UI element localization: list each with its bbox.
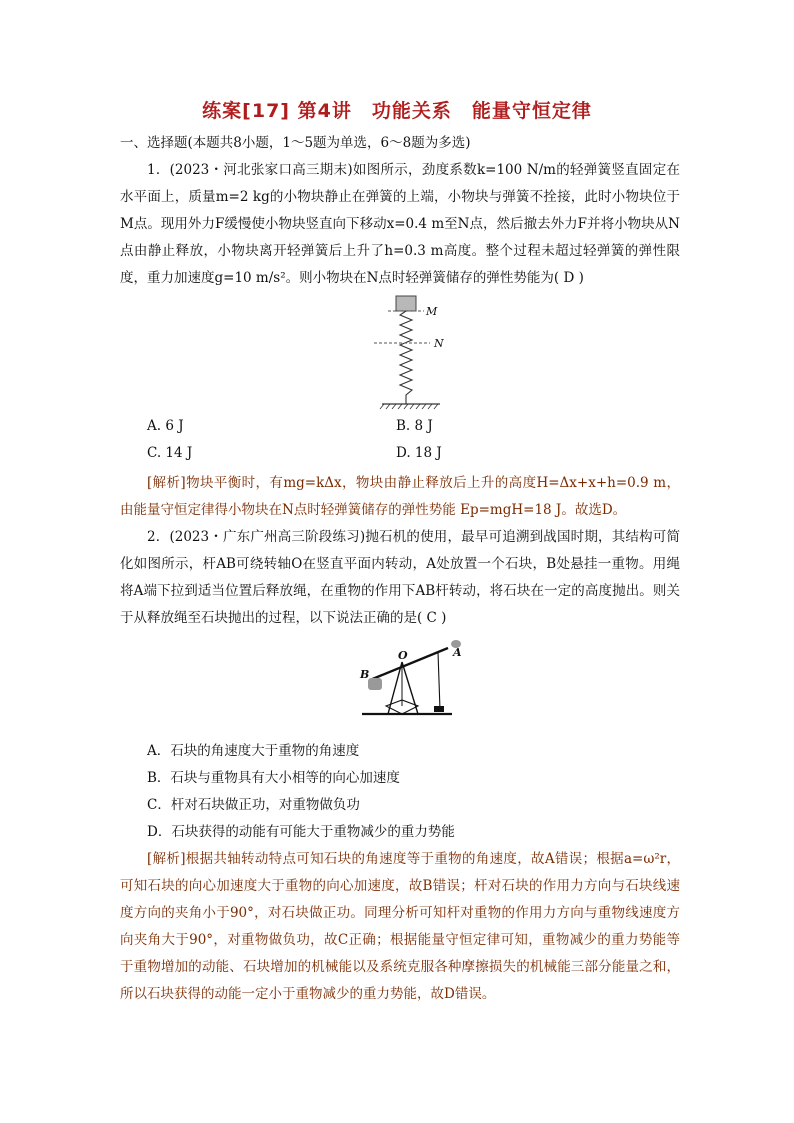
- block: [396, 296, 416, 311]
- trebuchet-diagram: [356, 636, 466, 726]
- q1-option-b: B. 8 J: [396, 418, 433, 434]
- tower-right: [402, 662, 418, 714]
- spring-diagram: [360, 292, 480, 412]
- q2-option-b: B．石块与重物具有大小相等的向心加速度: [147, 770, 400, 786]
- section-heading: 一、选择题(本题共8小题，1～5题为单选，6～8题为多选): [120, 135, 471, 151]
- rope: [438, 652, 440, 710]
- weight: [368, 678, 382, 690]
- rod-ab: [370, 648, 448, 680]
- question-1-text: 1．(2023・河北张家口高三期末)如图所示，劲度系数k=100 N/m的轻弹簧竖直固定在水平面上，质量m=2 kg的小物块静止在弹簧的上端，小物块与弹簧不拴接，此时小物块位于M点。现用外力F缓慢使小物块竖直向下移动x=0.4 m至N点，然后撤去外力F并将小物块从N点由静止释放，小物块离开轻弹簧后上升了h=0.3 m高度。整个过程未超过轻弹簧的弹性限度，重力加速度g=10 m/s²。则小物块在N点时轻弹簧储存的弹性势能为( D ): [120, 162, 680, 286]
- winch: [434, 706, 444, 712]
- label-b: B: [360, 668, 370, 681]
- question-2-analysis: [解析]根据共轴转动特点可知石块的角速度等于重物的角速度，故A错误；根据a=ω²r，可知石块的向心加速度大于重物的向心加速度，故B错误；杆对石块的作用力方向与石块线速度方向的夹角小于90°，对石块做正功。同理分析可知杆对重物的作用力方向与重物线速度方向夹角大于90°，对重物做负功，故C正确；根据能量守恒定律可知，重物减少的重力势能等于重物增加的动能、石块增加的机械能以及系统克服各种摩擦损失的机械能三部分能量之和，所以石块获得的动能一定小于重物减少的重力势能，故D错误。: [120, 851, 680, 1002]
- question-1-analysis: [解析]物块平衡时，有mg=kΔx，物块由静止释放后上升的高度H=Δx+x+h=0.9 m，由能量守恒定律得小物块在N点时轻弹簧储存的弹性势能 Ep=mgH=18 J。故选D。: [120, 475, 680, 518]
- q2-option-c: C．杆对石块做正功，对重物做负功: [147, 797, 360, 813]
- q1-option-c: C. 14 J: [147, 445, 193, 461]
- question-2-text: 2．(2023・广东广州高三阶段练习)抛石机的使用，最早可追溯到战国时期，其结构可简化如图所示，杆AB可绕转轴O在竖直平面内转动，A处放置一个石块，B处悬挂一重物。用绳将A端下拉到适当位置后释放绳，在重物的作用下AB杆转动，将石块在一定的高度抛出。则关于从释放绳至石块抛出的过程，以下说法正确的是( C ): [120, 529, 680, 626]
- spring: [400, 311, 412, 404]
- label-n: N: [434, 337, 444, 350]
- q2-option-d: D．石块获得的动能有可能大于重物减少的重力势能: [147, 824, 455, 840]
- label-o: O: [398, 649, 408, 662]
- q1-option-d: D. 18 J: [396, 445, 442, 461]
- label-a: A: [453, 646, 462, 659]
- page-title: 练案[17] 第4讲 功能关系 能量守恒定律: [202, 100, 592, 122]
- label-m: M: [426, 305, 438, 318]
- q1-option-a: A. 6 J: [147, 418, 184, 434]
- q2-option-a: A．石块的角速度大于重物的角速度: [147, 743, 360, 759]
